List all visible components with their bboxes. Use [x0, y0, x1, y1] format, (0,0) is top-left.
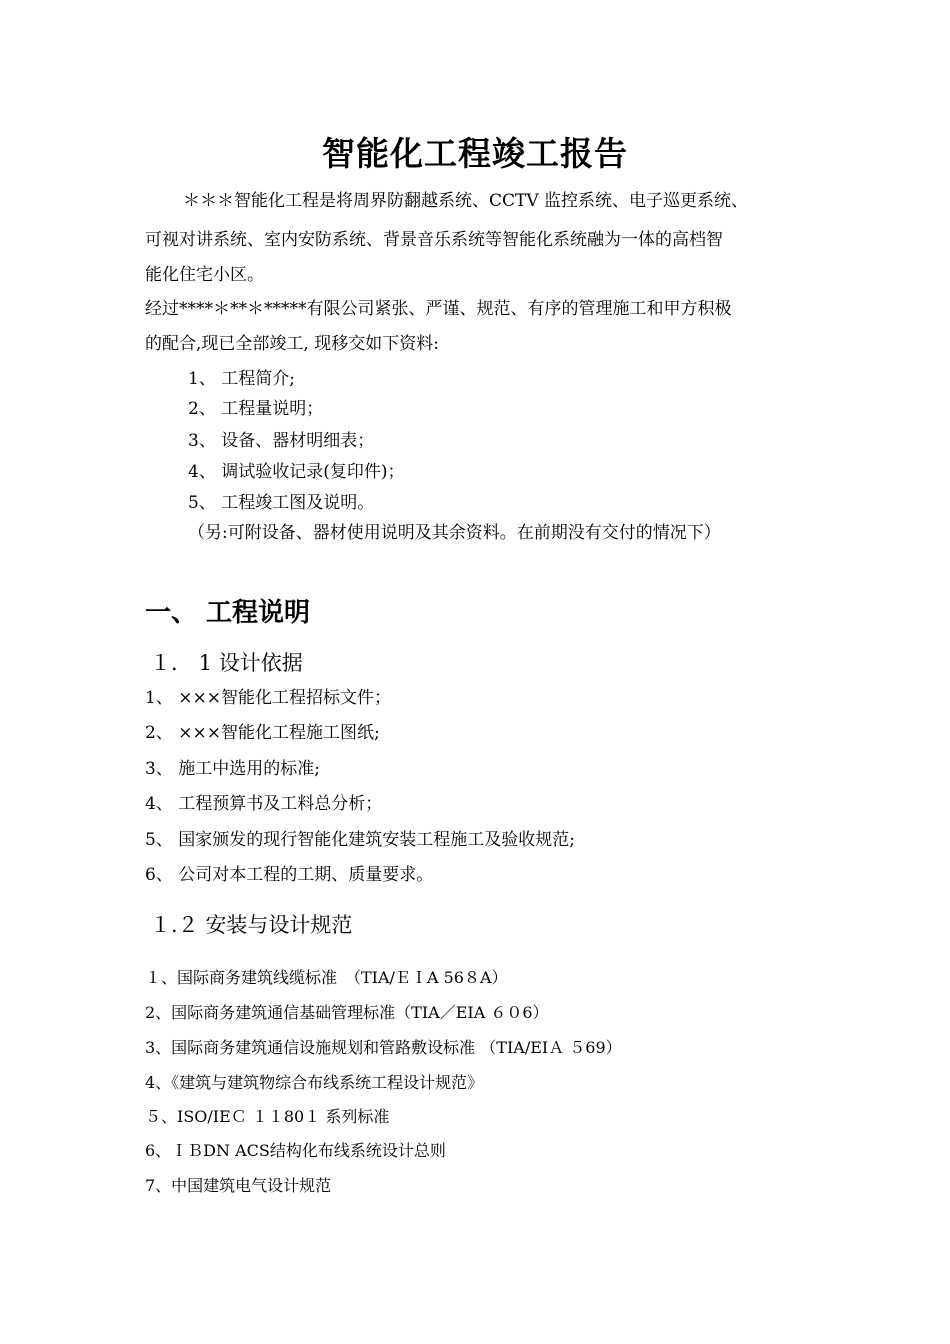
intro-line: 经过****＊**＊*****有限公司紧张、严谨、规范、有序的管理施工和甲方积极: [145, 299, 732, 319]
deliverable-item: 3、 设备、器材明细表；: [188, 431, 375, 451]
intro-line: 能化住宅小区。: [145, 265, 264, 285]
section-heading: 一、 工程说明: [145, 598, 311, 628]
standard-item: 7、中国建筑电气设计规范: [145, 1176, 332, 1195]
standard-item: １、国际商务建筑线缆标准 （TIA/ＥＩA 56８A）: [145, 968, 508, 987]
basis-item: 1、 ×××智能化工程招标文件；: [145, 688, 391, 708]
standard-item: 6、ＩＢDN ACS结构化布线系统设计总则: [145, 1141, 446, 1160]
standard-item: 2、国际商务建筑通信基础管理标准（TIA／EIA ６０6）: [145, 1003, 549, 1022]
intro-line: ＊＊＊智能化工程是将周界防翻越系统、CCTV 监控系统、电子巡更系统、: [183, 191, 749, 211]
standard-item: 4、《建筑与建筑物综合布线系统工程设计规范》: [145, 1073, 484, 1092]
deliverable-item: 4、 调试验收记录(复印件)；: [188, 462, 405, 482]
page-title: 智能化工程竣工报告: [322, 134, 628, 173]
deliverable-item: 5、 工程竣工图及说明。: [188, 493, 375, 513]
intro-line: 可视对讲系统、室内安防系统、背景音乐系统等智能化系统融为一体的高档智: [145, 230, 723, 250]
deliverable-item: 2、 工程量说明；: [188, 399, 324, 419]
intro-line: 的配合,现已全部竣工, 现移交如下资料:: [145, 334, 439, 354]
basis-item: 5、 国家颁发的现行智能化建筑安装工程施工及验收规范;: [145, 830, 575, 850]
basis-item: 4、 工程预算书及工料总分析；: [145, 794, 383, 814]
basis-item: 6、 公司对本工程的工期、质量要求。: [145, 865, 434, 885]
subsection-heading: １． 1 设计依据: [150, 651, 303, 675]
intro-note: （另:可附设备、器材使用说明及其余资料。在前期没有交付的情况下）: [188, 523, 721, 543]
standard-item: 3、国际商务建筑通信设施规划和管路敷设标准 （TIA/EIＡ ５69）: [145, 1038, 622, 1057]
standard-item: ５、ISO/IEＣ １１80１ 系列标准: [145, 1107, 390, 1126]
basis-item: 3、 施工中选用的标准;: [145, 759, 320, 779]
basis-item: 2、 ×××智能化工程施工图纸;: [145, 723, 380, 743]
deliverable-item: 1、 工程简介;: [188, 369, 295, 389]
subsection-heading: １.２ 安装与设计规范: [150, 913, 353, 937]
